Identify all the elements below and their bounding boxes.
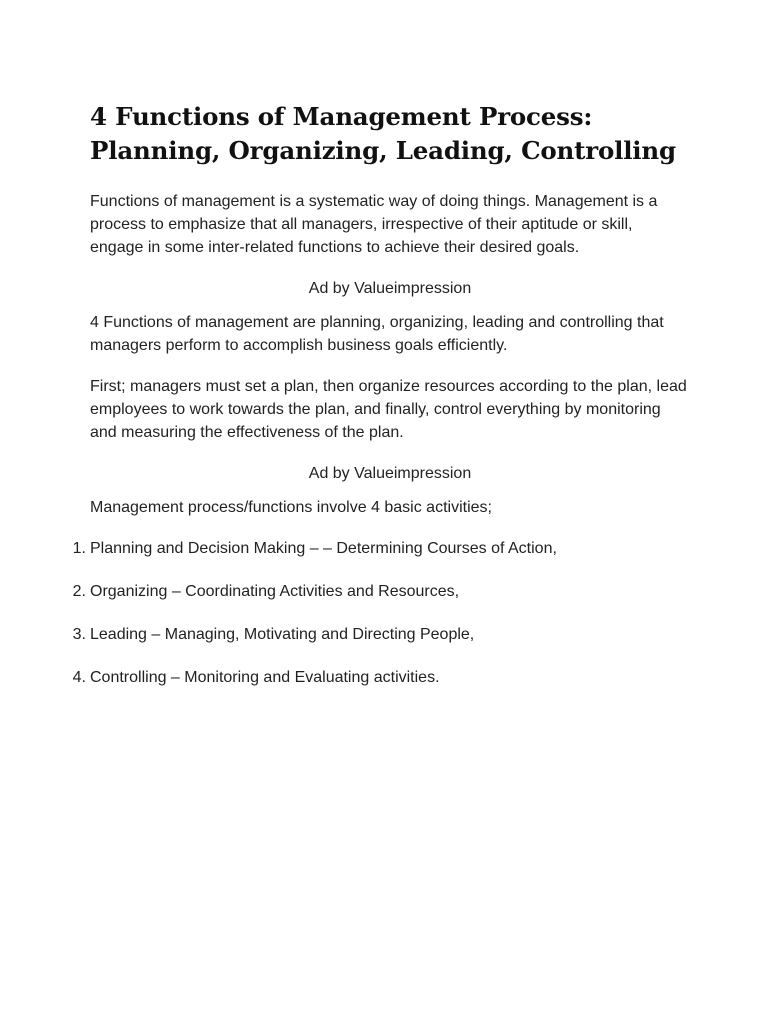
list-item-text: Controlling – Monitoring and Evaluating activities. [90,669,440,686]
list-item-number: 1. [72,540,86,557]
list-item-text: Organizing – Coordinating Activities and Resources, [90,583,460,600]
activities-intro-paragraph: Management process/functions involve 4 basic activities; [90,499,492,516]
list-item [72,666,690,689]
process-paragraph: First; managers must set a plan, then organize resources according to the plan, lead employees to work towards the plan, and finally, control everything by monitoring and measuring the effectiveness of the plan. [90,378,687,441]
list-item-number: 3. [72,626,86,643]
list-item-number: 2. [72,583,86,600]
list-item [72,537,690,560]
functions-paragraph: 4 Functions of management are planning, organizing, leading and controlling that managers perform to accomplish business goals efficiently. [90,314,664,354]
intro-paragraph: Functions of management is a systematic way of doing things. Management is a process to emphasize that all managers, irrespective of their aptitude or skill, engage in some inter-related functions to achieve their desired goals. [90,193,658,256]
activities-list [72,537,690,689]
list-item-text: Planning and Decision Making – – Determining Courses of Action, [90,540,557,557]
ad-label[interactable]: Ad by Valueimpression [308,465,472,482]
ad-label[interactable]: Ad by Valueimpression [308,280,472,297]
document-page [72,100,690,709]
list-item-number: 4. [72,669,86,686]
list-item [72,580,690,603]
list-item-text: Leading – Managing, Motivating and Directing People, [90,626,475,643]
list-item [72,623,690,646]
page-title: 4 Functions of Management Process: Planning, Organizing, Leading, Controlling [90,102,676,165]
